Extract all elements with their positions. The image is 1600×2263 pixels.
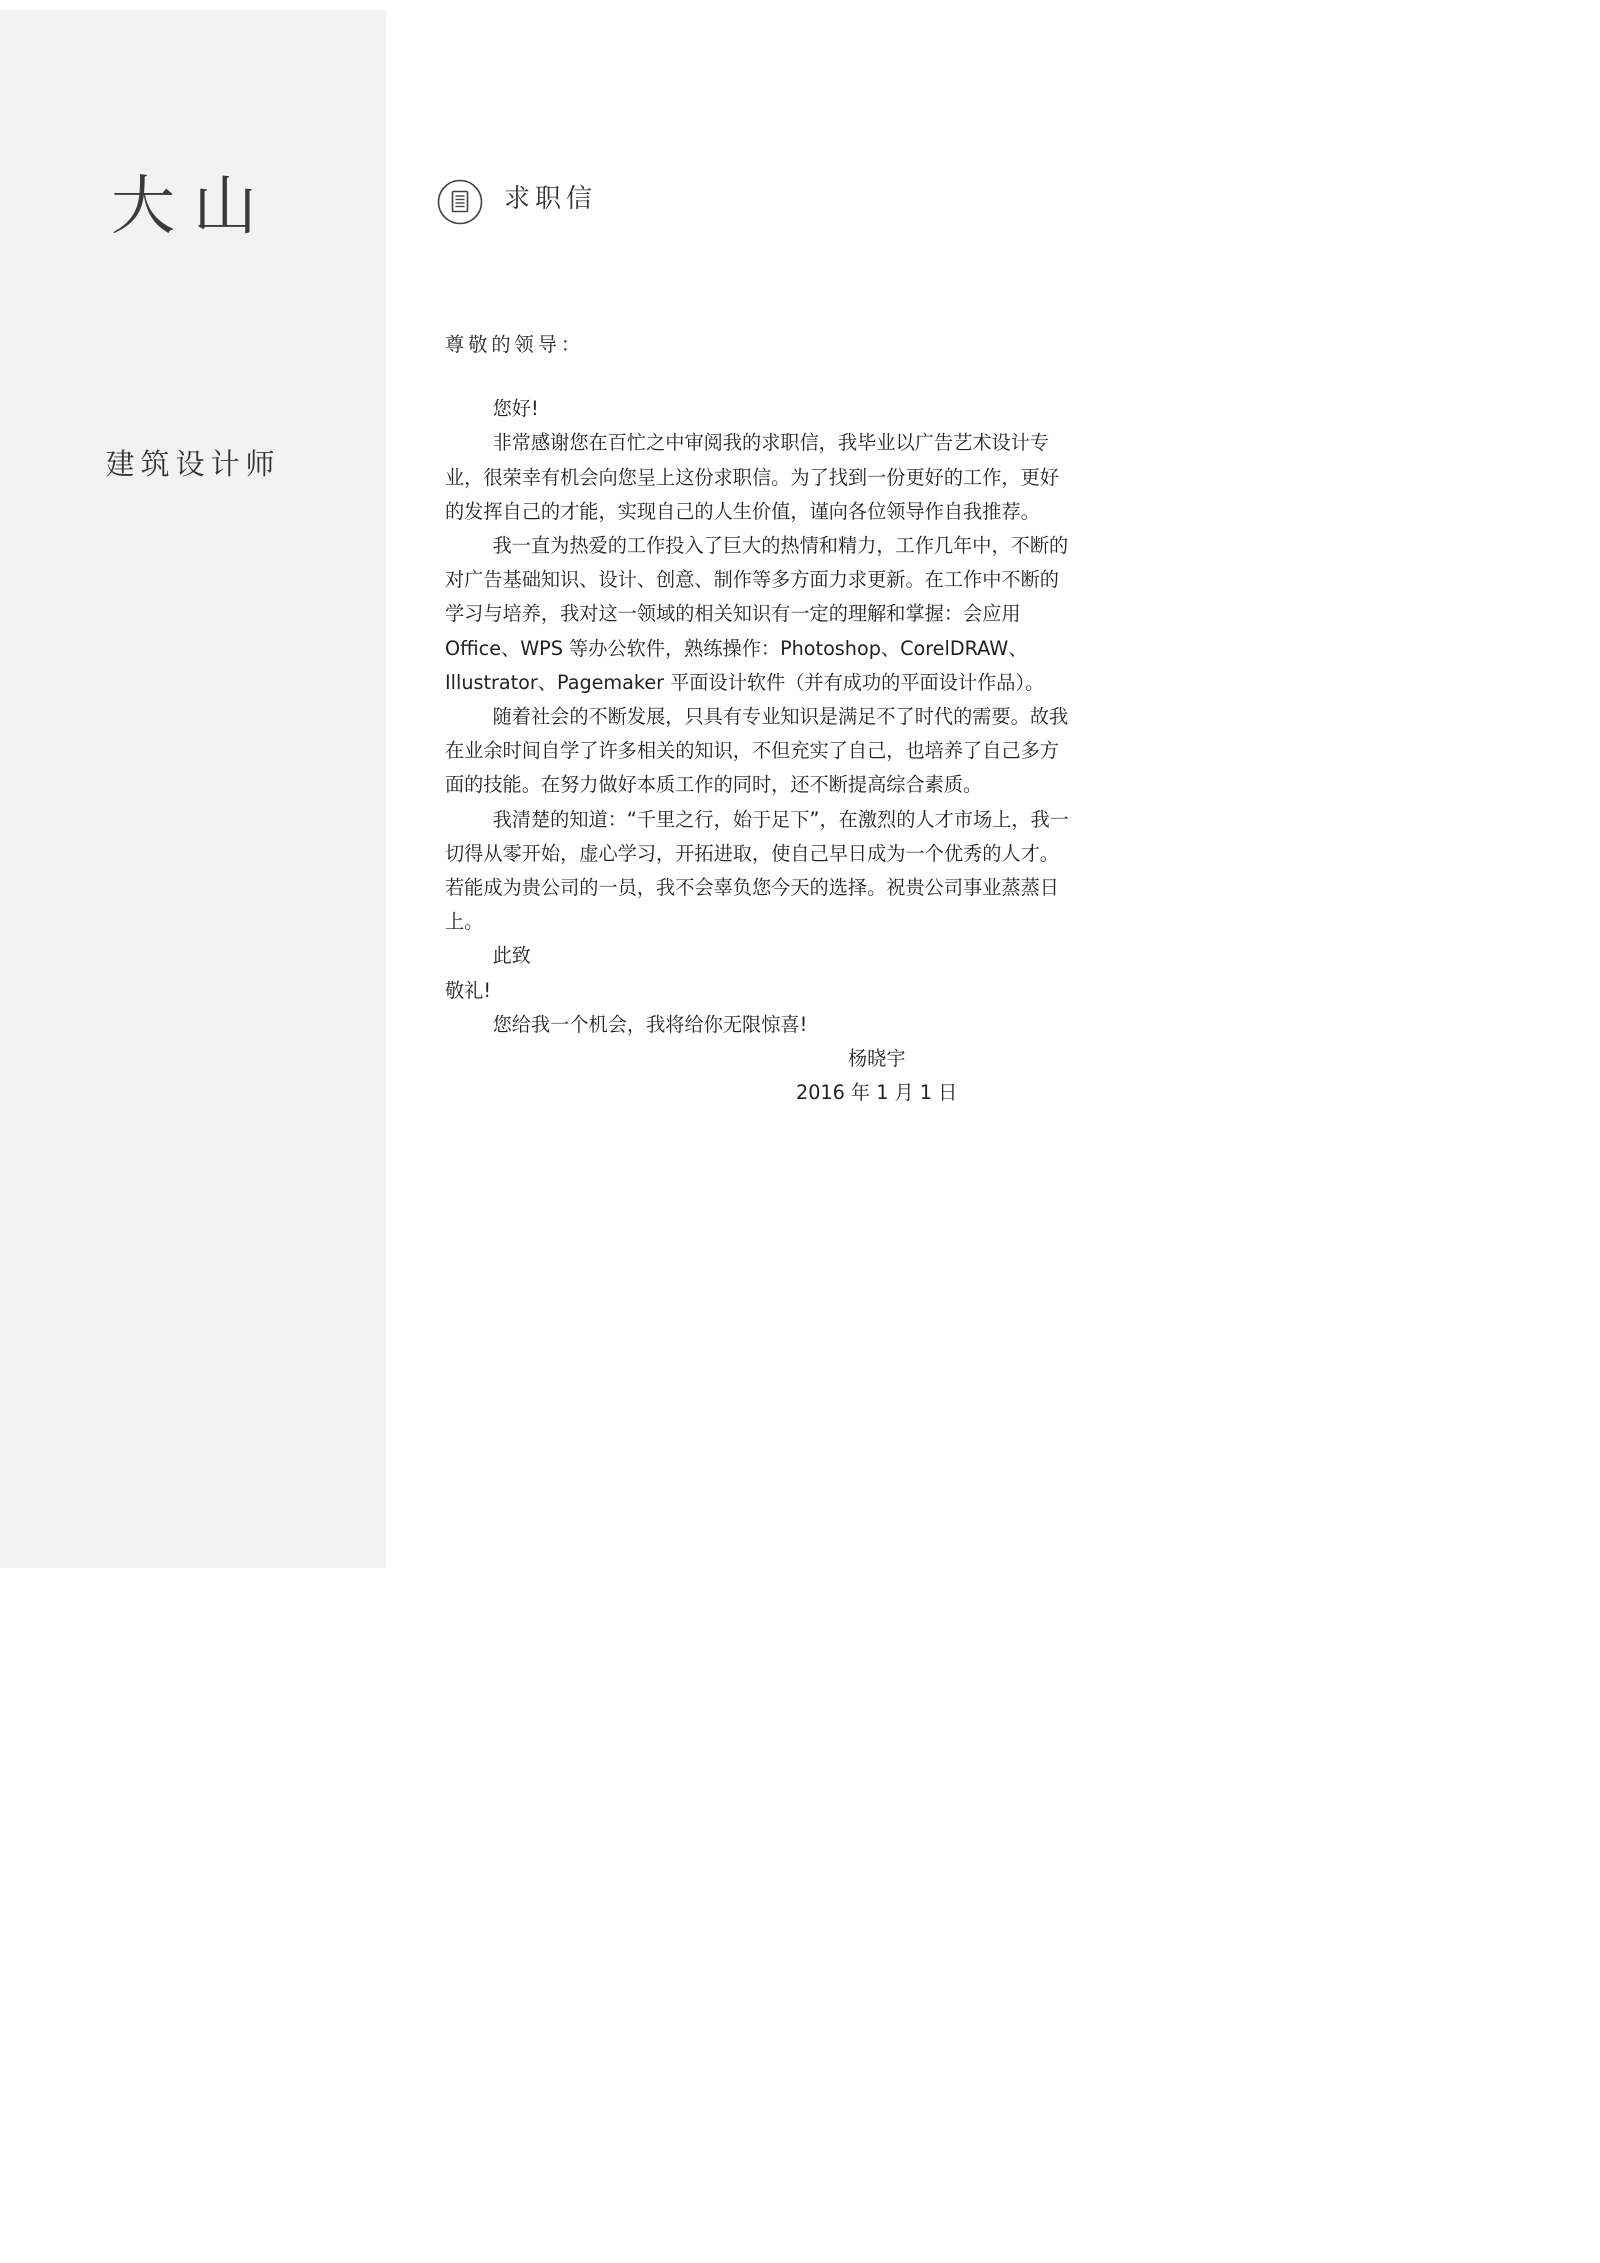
spacer (445, 362, 1070, 392)
job-title: 建筑设计师 (105, 447, 281, 481)
document-icon (437, 179, 483, 225)
candidate-name: 大山 (111, 170, 275, 244)
letter-paragraph-4: 我清楚的知道：“千里之行，始于足下”，在激烈的人才市场上，我一切得从零开始，虚心学习，开拓进取，使自己早日成为一个优秀的人才。若能成为贵公司的一员，我不会辜负您今天的选择。祝贵公司事业蒸蒸日上。 (445, 807, 1069, 934)
letter-date: 2016 年 1 月 1 日 (796, 1081, 958, 1105)
cover-letter (445, 328, 1070, 1110)
section-title: 求职信 (504, 183, 598, 214)
letter-paragraph-1: 非常感谢您在百忙之中审阅我的求职信，我毕业以广告艺术设计专业，很荣幸有机会向您呈上这份求职信。为了找到一份更好的工作，更好的发挥自己的才能，实现自己的人生价值，谨向各位领导作自我推荐。 (445, 431, 1059, 523)
letter-greeting: 您好! (492, 397, 539, 421)
letter-postscript: 您给我一个机会，我将给你无限惊喜! (492, 1012, 808, 1036)
letter-paragraph-2: 我一直为热爱的工作投入了巨大的热情和精力，工作几年中，不断的对广告基础知识、设计、创意、制作等多方面力求更新。在工作中不断的学习与培养，我对这一领域的相关知识有一定的理解和掌握：会应用 Office、WPS 等办公软件，熟练操作：Photoshop、CorelDRAW、Illustrator、Pagemaker 平面设计软件（并有成功的平面设计作品）。 (445, 534, 1069, 694)
letter-paragraph-3: 随着社会的不断发展，只具有专业知识是满足不了时代的需要。故我在业余时间自学了许多相关的知识，不但充实了自己，也培养了自己多方面的技能。在努力做好本质工作的同时，还不断提高综合素质。 (445, 705, 1069, 797)
sidebar (0, 10, 386, 1568)
letter-regards: 敬礼! (445, 978, 492, 1002)
letter-closing: 此致 (492, 944, 531, 968)
letter-signature: 杨晓宇 (848, 1047, 906, 1071)
letter-salutation: 尊敬的领导： (445, 333, 585, 356)
section-heading (437, 178, 597, 226)
